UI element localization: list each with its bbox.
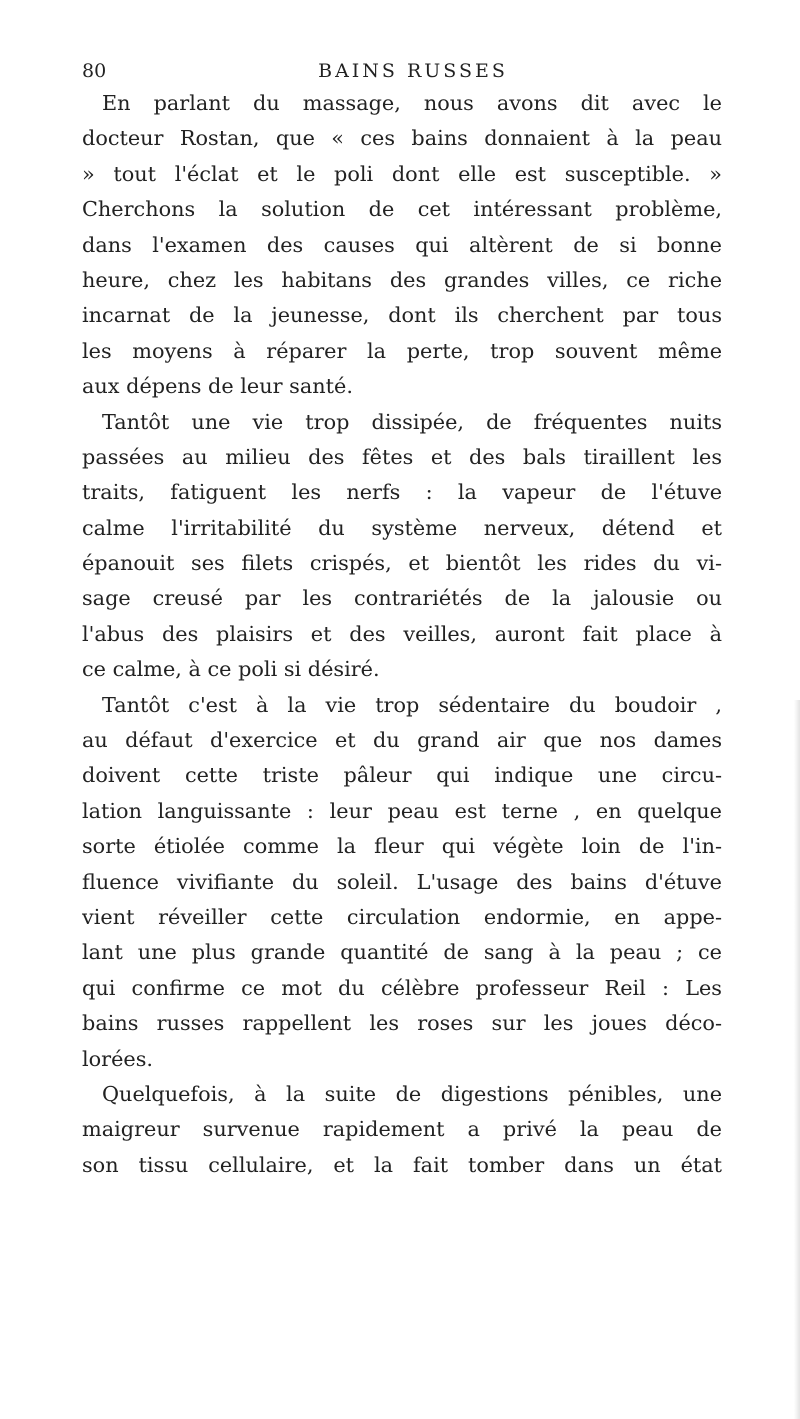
- text-line: au défaut d'exercice et du grand air que nos dames: [82, 728, 722, 753]
- text-line: ce calme, à ce poli si désiré.: [82, 657, 380, 682]
- text-line: passées au milieu des fêtes et des bals tiraillent les: [82, 444, 722, 469]
- text-line: qui confirme ce mot du célèbre professeur Reil : Les: [82, 975, 722, 1000]
- text-line: maigreur survenue rapidement a privé la peau de: [82, 1117, 722, 1142]
- text-line: Cherchons la solution de cet intéressant problème,: [82, 197, 722, 222]
- text-line: En parlant du massage, nous avons dit avec le: [102, 91, 722, 115]
- text-line: doivent cette triste pâleur qui indique une circu-: [82, 763, 722, 788]
- text-line: l'abus des plaisirs et des veilles, auront fait place à: [82, 621, 722, 646]
- text-line: heure, chez les habitans des grandes villes, ce riche: [82, 267, 722, 292]
- text-line: traits, fatiguent les nerfs : la vapeur de l'étuve: [82, 480, 722, 505]
- body-text: [82, 86, 722, 1183]
- text-line: bains russes rappellent les roses sur les joues déco-: [82, 1011, 722, 1036]
- text-line: son tissu cellulaire, et la fait tomber dans un état: [82, 1152, 722, 1177]
- text-line: docteur Rostan, que « ces bains donnaient à la peau: [82, 126, 722, 151]
- text-line: dans l'examen des causes qui altèrent de si bonne: [82, 232, 722, 257]
- text-line: calme l'irritabilité du système nerveux, détend et: [82, 515, 722, 540]
- text-line: épanouit ses filets crispés, et bientôt les rides du vi-: [82, 551, 722, 576]
- text-line: incarnat de la jeunesse, dont ils cherchent par tous: [82, 303, 722, 328]
- text-line: fluence vivifiante du soleil. L'usage des bains d'étuve: [82, 869, 722, 894]
- text-line: aux dépens de leur santé.: [82, 374, 353, 399]
- text-line: lant une plus grande quantité de sang à la peau ; ce: [82, 940, 722, 965]
- text-line: sorte étiolée comme la fleur qui végète loin de l'in-: [82, 834, 722, 859]
- text-line: Tantôt c'est à la vie trop sédentaire du boudoir ,: [102, 692, 722, 717]
- text-line: les moyens à réparer la perte, trop souvent même: [82, 338, 722, 363]
- text-line: Tantôt une vie trop dissipée, de fréquentes nuits: [102, 409, 722, 434]
- running-head: BAINS RUSSES: [318, 60, 508, 82]
- text-line: lorées.: [82, 1046, 154, 1071]
- text-line: Quelquefois, à la suite de digestions pénibles, une: [102, 1081, 722, 1106]
- text-line: lation languissante : leur peau est terne , en quelque: [82, 798, 722, 823]
- page-edge-shadow: [794, 700, 800, 1419]
- text-line: sage creusé par les contrariétés de la jalousie ou: [82, 586, 722, 611]
- page-number: 80: [82, 60, 107, 82]
- text-line: vient réveiller cette circulation endormie, en appe-: [82, 904, 722, 929]
- text-line: » tout l'éclat et le poli dont elle est susceptible. »: [82, 161, 722, 186]
